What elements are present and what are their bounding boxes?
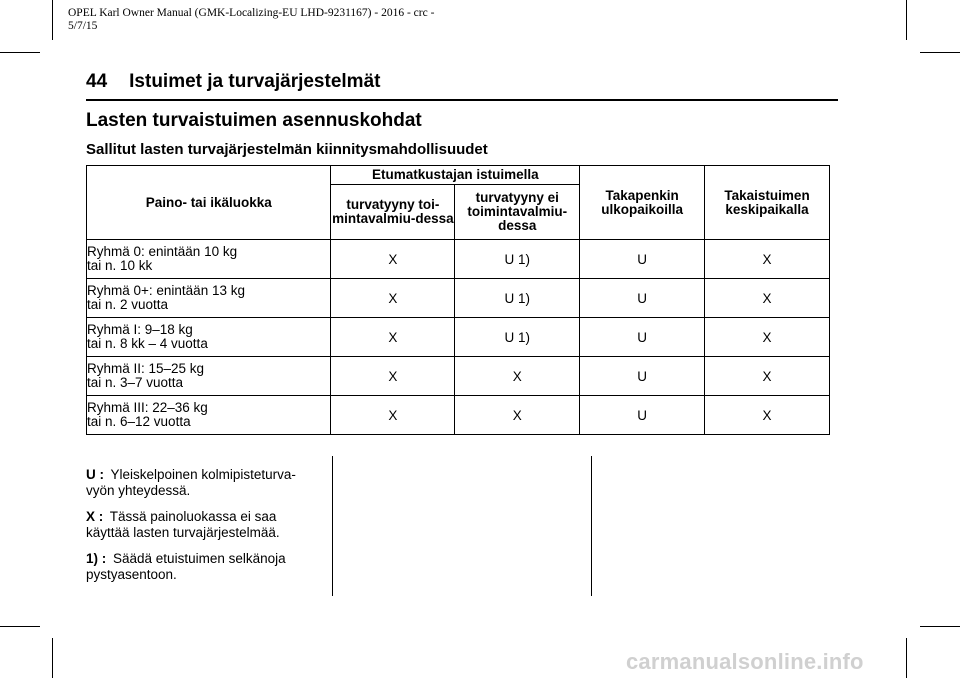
crop-mark — [906, 638, 907, 678]
header-airbag-inactive: turvatyyny ei toimintavalmiu-dessa — [455, 185, 580, 240]
page-number: 44 — [86, 71, 108, 92]
header-line-2: 5/7/15 — [68, 20, 98, 32]
column-divider — [591, 456, 592, 596]
header-front-seat: Etumatkustajan istuimella — [331, 166, 580, 185]
table-cell: X — [705, 318, 830, 357]
table-row — [87, 396, 830, 435]
row-label-line: tai n. 10 kk — [87, 258, 153, 273]
table-cell: X — [455, 357, 580, 396]
watermark: carmanualsonline.info — [626, 649, 864, 674]
table-cell: U — [580, 357, 705, 396]
table-cell: X — [705, 279, 830, 318]
table-cell: U — [580, 279, 705, 318]
table-row — [87, 279, 830, 318]
row-label-line: Ryhmä III: 22–36 kg — [87, 400, 208, 415]
table-row — [87, 240, 830, 279]
page-title — [86, 71, 380, 93]
title-rule — [86, 99, 838, 101]
table-cell: X — [331, 279, 455, 318]
row-label — [87, 318, 331, 357]
row-label-line: tai n. 8 kk – 4 vuotta — [87, 336, 208, 351]
header-rear-outer: Takapenkin ulkopaikoilla — [580, 166, 705, 240]
crop-mark — [920, 52, 960, 53]
row-label — [87, 396, 331, 435]
crop-mark — [0, 52, 40, 53]
crop-mark — [52, 638, 53, 678]
table-cell: X — [705, 240, 830, 279]
section-heading: Lasten turvaistuimen asennuskohdat — [86, 110, 422, 131]
header-airbag-active: turvatyyny toi-mintavalmiu-dessa — [331, 185, 455, 240]
legend-item — [86, 551, 318, 583]
header-weight-class: Paino- tai ikäluokka — [87, 166, 331, 240]
row-label-line: Ryhmä I: 9–18 kg — [87, 322, 193, 337]
table-cell: U — [580, 396, 705, 435]
row-label-line: tai n. 3–7 vuotta — [87, 375, 184, 390]
crop-mark — [0, 626, 40, 627]
table-cell: X — [331, 240, 455, 279]
table-cell: X — [455, 396, 580, 435]
legend-text: Yleiskelpoinen kolmipisteturva-vyön yhteydessä. — [86, 467, 296, 498]
row-label — [87, 240, 331, 279]
row-label-line: tai n. 2 vuotta — [87, 297, 169, 312]
table-row — [87, 318, 830, 357]
document-header — [68, 7, 434, 33]
table-cell: U 1) — [455, 318, 580, 357]
crop-mark — [52, 0, 53, 40]
page-title-text: Istuimet ja turvajärjestelmät — [129, 71, 381, 92]
table-cell: U — [580, 318, 705, 357]
legend-key: 1) : — [86, 551, 107, 566]
legend-key: X : — [86, 509, 104, 524]
column-divider — [332, 456, 333, 596]
header-line-1: OPEL Karl Owner Manual (GMK-Localizing-EU LHD-9231167) - 2016 - crc - — [68, 7, 435, 19]
row-label — [87, 279, 331, 318]
section-subheading: Sallitut lasten turvajärjestelmän kiinnitysmahdollisuudet — [86, 141, 488, 158]
table-cell: U — [580, 240, 705, 279]
table-cell: X — [331, 357, 455, 396]
row-label-line: Ryhmä 0+: enintään 13 kg — [87, 283, 245, 298]
row-label-line: Ryhmä II: 15–25 kg — [87, 361, 205, 376]
legend-text: Tässä painoluokassa ei saa käyttää lasten turvajärjestelmää. — [86, 509, 280, 540]
row-label — [87, 357, 331, 396]
row-label-line: Ryhmä 0: enintään 10 kg — [87, 244, 238, 259]
table-cell: X — [705, 357, 830, 396]
legend-item — [86, 467, 318, 499]
table-cell: U 1) — [455, 240, 580, 279]
table-row — [87, 357, 830, 396]
row-label-line: tai n. 6–12 vuotta — [87, 414, 191, 429]
crop-mark — [906, 0, 907, 40]
legend-key: U : — [86, 467, 104, 482]
table-cell: U 1) — [455, 279, 580, 318]
table-cell: X — [331, 396, 455, 435]
legend-text: Säädä etuistuimen selkänoja pystyasentoon. — [86, 551, 286, 582]
crop-mark — [920, 626, 960, 627]
child-seat-table — [86, 165, 830, 435]
header-rear-center: Takaistuimen keskipaikalla — [705, 166, 830, 240]
table-cell: X — [705, 396, 830, 435]
legend-item — [86, 509, 318, 541]
legend — [86, 467, 318, 593]
table-cell: X — [331, 318, 455, 357]
